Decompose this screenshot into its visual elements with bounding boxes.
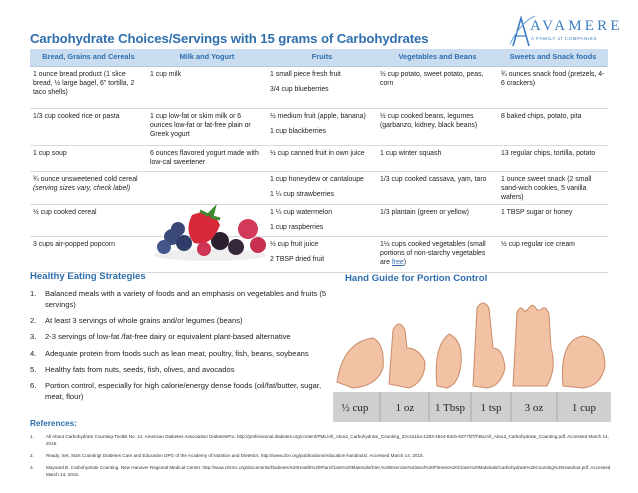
cell-fruit: [267, 204, 377, 236]
blueberries-icon: [157, 222, 192, 254]
fruit-item: ½ medium fruit (apple, banana): [270, 112, 366, 120]
cell-veg: 1/3 plantain (green or yellow): [377, 204, 498, 236]
fist-icon: [562, 336, 605, 388]
page-title: Carbohydrate Choices/Servings with 15 grams of Carbohydrates: [30, 31, 429, 46]
cell-bread: 1 cup soup: [30, 145, 147, 171]
fruit-item: ½ cup fruit juice: [270, 240, 319, 248]
list-item: 1. Balanced meals with a variety of foods and an emphasis on vegetables and fruits (5 servings): [30, 289, 327, 309]
hand-label-1tbsp: 1 Tbsp: [434, 402, 466, 414]
col-header-milk: Milk and Yogurt: [147, 49, 267, 66]
table-row: [30, 204, 608, 236]
hand-label-3oz: 3 oz: [524, 402, 544, 414]
fruit-item: 1 cup honeydew or cantaloupe: [270, 175, 364, 183]
hand-label-1oz: 1 oz: [395, 402, 415, 414]
col-header-fruits: Fruits: [267, 49, 377, 66]
fruit-item: 1 ¼ cup strawberries: [270, 190, 334, 198]
carb-servings-table: [30, 49, 608, 273]
veg-item: 1½ cups cooked vegetables (small portions of non-starchy vegetables are: [380, 240, 486, 267]
list-item: 1. All About Carbohydrate Counting-Toolkit No. 14. American Diabetes Association DiabetesPro. http://professional.diabetes.org/content/PML/All_About_Carbohydrate_Counting_22c2a1ba-1293-4844-83cb-8377f2f7f46c/All_About_Carbohydrate_Counting.pdf. Accessed March 14, 2015.: [30, 434, 609, 447]
list-item: 6. Portion control, especially for high calorie/energy dense foods (oil/fat/butter, sugar, meat, flour): [30, 380, 322, 401]
fruit-item: 1 cup blackberries: [270, 127, 326, 135]
references-title: References:: [30, 419, 77, 428]
references-list: [30, 433, 620, 484]
cell-veg: ½ cup potato, sweet potato, peas, corn: [377, 66, 498, 108]
hand-guide-title: Hand Guide for Portion Control: [345, 273, 488, 284]
table-row: [30, 171, 608, 204]
logo-tagline: A FAMILY of COMPANIES: [531, 36, 598, 41]
cell-snack: 1 ounce sweet snack (2 small sand-wich cookies, 5 vanilla wafers): [498, 171, 608, 204]
free-link[interactable]: free: [391, 259, 404, 267]
cell-fruit: ½ cup canned fruit in own juice: [267, 145, 377, 171]
hand-guide-image: [333, 288, 611, 428]
serving-note: (serving sizes vary, check label): [33, 184, 131, 192]
strategies-list: [30, 288, 342, 407]
cell-veg: ½ cup cooked beans, legumes (garbanzo, kidney, black beans): [377, 108, 498, 145]
logo-wordmark: AVAMERE: [530, 18, 623, 34]
cell-bread: 1 ounce bread product (1 slice bread, ½ large bagel, 6" tortilla, 2 taco shells): [30, 66, 147, 108]
cell-veg: 1/3 cup cooked cassava, yam, taro: [377, 171, 498, 204]
cell-milk: 1 cup milk: [147, 66, 267, 108]
cell-snack: 1 TBSP sugar or honey: [498, 204, 608, 236]
cell-bread: [30, 171, 147, 204]
fruit-item: 1 ¼ cup watermelon: [270, 208, 333, 216]
fruit-item: 1 small piece fresh fruit: [270, 70, 341, 78]
fruit-item: 2 TBSP dried fruit: [270, 255, 325, 263]
cell-snack: ¾ ounces snack food (pretzels, 4-6 crackers): [498, 66, 608, 108]
cell-veg: [377, 236, 498, 272]
cell-bread: 1/3 cup cooked rice or pasta: [30, 108, 147, 145]
cell-bread: 3 cups air-popped popcorn: [30, 236, 147, 272]
table-row: [30, 236, 608, 272]
thumb-tip-hand-icon: [436, 334, 461, 388]
bread-item: ¾ ounce unsweetened cold cereal: [33, 175, 138, 183]
strategies-title: Healthy Eating Strategies: [30, 271, 146, 282]
table-header-row: [30, 49, 608, 66]
cell-bread: ½ cup cooked cereal: [30, 204, 147, 236]
table-row: [30, 66, 608, 108]
col-header-vegetables: Vegetables and Beans: [377, 49, 498, 66]
palm-icon: [513, 305, 553, 386]
cell-snack: ½ cup regular ice cream: [498, 236, 608, 272]
list-item: 3. 2-3 servings of low-fat /fat-free dairy or equivalent plant-based alternative: [30, 332, 291, 342]
cell-milk: 1 cup low-fat or skim milk or 6 ounces low-fat or fat-free plain or Greek yogurt: [147, 108, 267, 145]
col-header-bread: Bread, Grains and Cereals: [30, 49, 147, 66]
table-row: [30, 108, 608, 145]
hand-label-1tsp: 1 tsp: [480, 402, 502, 414]
table-row: [30, 145, 608, 171]
cell-snack: 13 regular chips, tortilla, potato: [498, 145, 608, 171]
hand-label-half-cup: ½ cup: [341, 402, 369, 414]
list-item: 4. Adequate protein from foods such as lean meat, poultry, fish, beans, soybeans: [30, 348, 309, 358]
cell-fruit: [267, 171, 377, 204]
cell-fruit: [267, 236, 377, 272]
thumb-hand-icon: [389, 324, 425, 388]
cell-snack: 8 baked chips, potato, pita: [498, 108, 608, 145]
cell-fruit: [267, 66, 377, 108]
cell-fruit: [267, 108, 377, 145]
col-header-sweets: Sweets and Snack foods: [498, 49, 608, 66]
list-item: 2. Ready, Set, Start Counting! Diabetes Care and Education DPG of the Academy of Nutrition and Dietetics. http://www.dce.org/publications/education-handouts/. Accessed March 14, 2015.: [30, 453, 424, 459]
berries-image: [150, 185, 270, 263]
fruit-item: 3/4 cup blueberries: [270, 85, 329, 93]
veg-item-end: ): [403, 259, 407, 267]
hand-label-1cup: 1 cup: [571, 402, 597, 414]
cupped-hand-icon: [337, 338, 383, 388]
list-item: 2. At least 3 servings of whole grains and/or legumes (beans): [30, 316, 243, 326]
fruit-item: 1 cup raspberries: [270, 223, 324, 231]
list-item: 5. Healthy fats from nuts, seeds, fish, olives, and avocados: [30, 364, 235, 374]
fingertip-hand-icon: [473, 303, 505, 388]
cell-milk: 6 ounces flavored yogurt made with low-cal sweetener: [147, 145, 267, 171]
cell-veg: 1 cup winter squash: [377, 145, 498, 171]
list-item: 3. Maynard B. Carbohydrate Counting. New Hanover Regional Medical Center. http://www.nhrmc.org/documents/Diabetes%20Health%20Plan/Class%20Materials/Diet,%20Exercise%20and%20Fitness%20Class%20Materials/Carbohydrate%20Counting%20Handout.pdf. Accessed March 14, 2015.: [30, 465, 611, 478]
